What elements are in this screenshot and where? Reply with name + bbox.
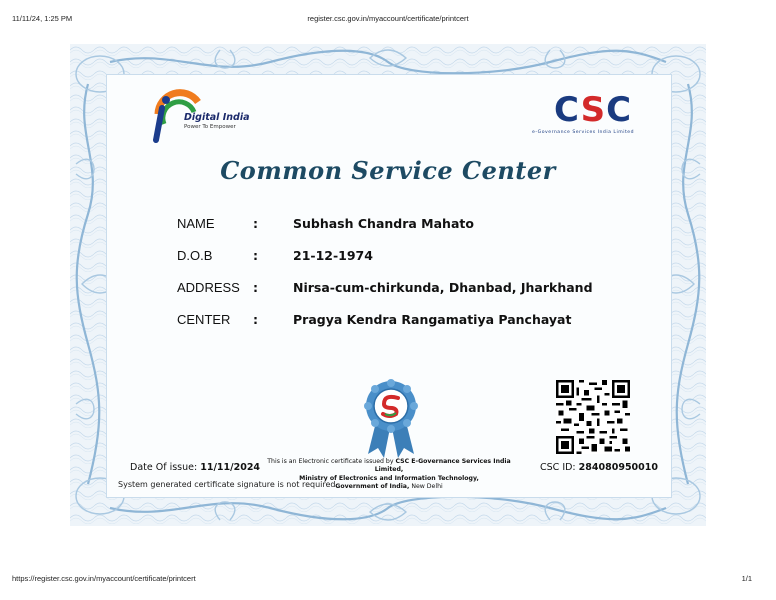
- print-footer-url: https://register.csc.gov.in/myaccount/certificate/printcert: [12, 574, 196, 583]
- digital-india-text: [184, 112, 249, 130]
- field-colon: :: [253, 216, 258, 231]
- print-url: register.csc.gov.in/myaccount/certificate/printcert: [307, 14, 469, 23]
- issue-date-label: Date Of issue:: [130, 462, 198, 473]
- issue-date: [130, 462, 260, 473]
- field-colon: :: [253, 248, 258, 263]
- csc-logo-subtitle: e-Governance Services India Limited: [532, 130, 635, 135]
- digital-india-title: Digital India: [184, 112, 250, 123]
- field-value: 21-12-1974: [293, 248, 373, 263]
- field-label: NAME: [177, 216, 215, 231]
- field-value: Subhash Chandra Mahato: [293, 216, 474, 231]
- field-value: Pragya Kendra Rangamatiya Panchayat: [293, 312, 572, 327]
- digital-india-tagline: Power To Empower: [184, 124, 236, 130]
- issue-date-value: 11/11/2024: [200, 462, 261, 473]
- certificate-title: Common Service Center: [220, 156, 556, 185]
- field-value: Nirsa-cum-chirkunda, Dhanbad, Jharkhand: [293, 280, 593, 295]
- rosette-badge-icon: [360, 378, 422, 458]
- csc-id-value: 284080950010: [578, 462, 658, 473]
- csc-id-label: CSC ID:: [540, 462, 576, 473]
- qr-code-icon: [556, 380, 630, 454]
- csc-id: [540, 462, 658, 473]
- field-label: D.O.B: [177, 248, 213, 263]
- print-page-number: 1/1: [741, 574, 752, 583]
- field-label: CENTER: [177, 312, 231, 327]
- field-label: ADDRESS: [177, 280, 240, 295]
- csc-logo-letters: CSC: [554, 90, 633, 130]
- csc-logo: [532, 90, 635, 135]
- signature-note: System generated certificate signature is not required.: [118, 480, 339, 489]
- field-colon: :: [253, 280, 258, 295]
- print-datetime: 11/11/24, 1:25 PM: [12, 14, 73, 23]
- issuer-statement: This is an Electronic certificate issued by CSC E-Governance Services India Limited, Ministry of Electronics and Information Technology, Government of India, New Delhi: [267, 458, 511, 491]
- certificate: [70, 44, 706, 526]
- field-colon: :: [253, 312, 258, 327]
